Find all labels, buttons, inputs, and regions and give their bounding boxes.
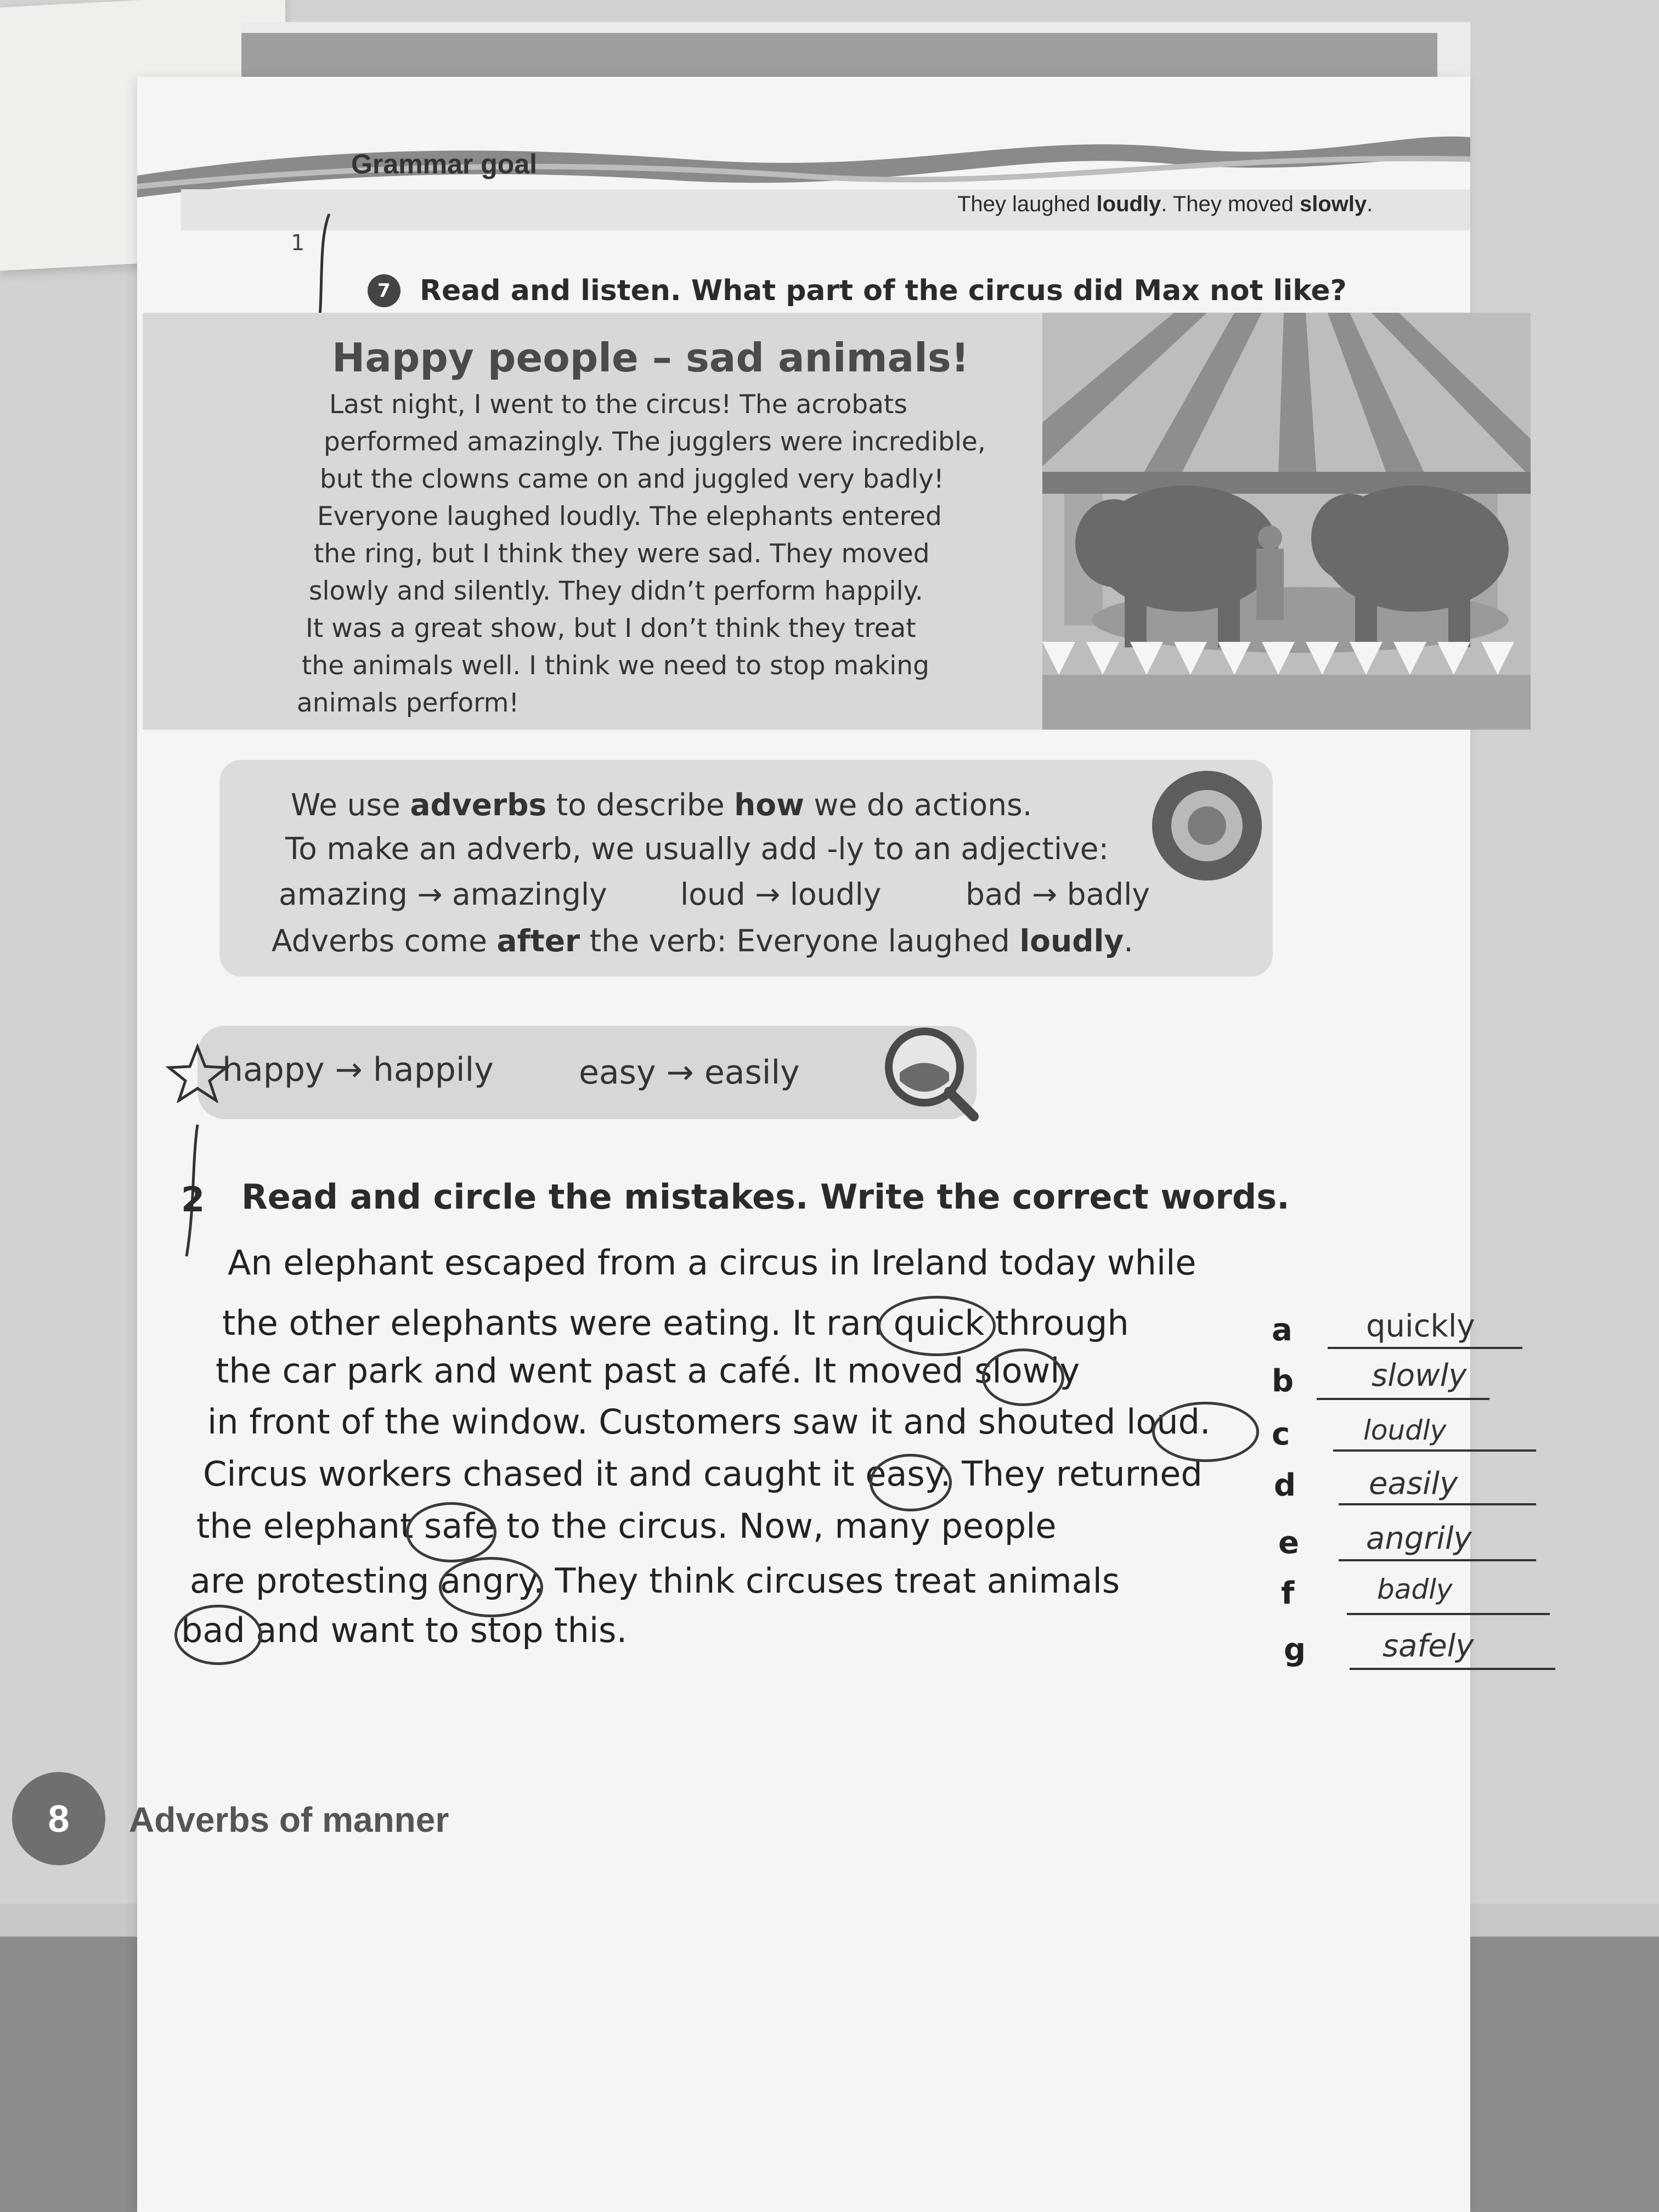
rule-line-2: To make an adverb, we usually add -ly to an adjective: — [285, 831, 1109, 866]
rule-line-1 — [291, 787, 1032, 822]
rule-bold: loudly — [1019, 923, 1124, 958]
exercise-line: bad and want to stop this. — [181, 1610, 628, 1650]
mistake-circle — [174, 1605, 262, 1665]
answer-text: easily — [1369, 1466, 1458, 1502]
exercise-line: the car park and went past a café. It moved slowly — [216, 1351, 1080, 1391]
rule-line-4 — [272, 923, 1133, 958]
audio-track-icon: 7 — [368, 274, 400, 307]
activity2-number: 2 — [181, 1180, 205, 1220]
answer-line — [1339, 1503, 1536, 1505]
story-line: Everyone laughed loudly. The elephants entered — [317, 501, 942, 532]
goal-example-text: . They moved — [1161, 192, 1300, 216]
story-line: slowly and silently. They didn’t perform happily. — [309, 576, 923, 606]
answer-letter: e — [1278, 1525, 1299, 1561]
rule-text: the verb: Everyone laughed — [580, 923, 1020, 958]
goal-example-bold: loudly — [1096, 192, 1161, 216]
magnifier-icon — [878, 1020, 982, 1125]
story-line: It was a great show, but I don’t think they treat — [306, 613, 916, 644]
rule-pair-1: amazing → amazingly — [279, 877, 607, 912]
answer-letter: d — [1274, 1468, 1296, 1503]
rule-bold: how — [734, 787, 804, 822]
mistake-circle — [406, 1502, 496, 1562]
answer-line — [1317, 1398, 1489, 1400]
mistake-circle — [870, 1454, 952, 1511]
answer-line — [1339, 1559, 1536, 1561]
page-number: 8 — [12, 1772, 105, 1865]
grammar-goal-label: Grammar goal — [351, 149, 538, 179]
story-line: animals perform! — [297, 688, 520, 718]
rule-text: . — [1124, 923, 1133, 958]
unit-title: Adverbs of manner — [129, 1800, 449, 1839]
star-icon — [165, 1042, 230, 1103]
answer-text: quickly — [1366, 1308, 1475, 1344]
target-icon — [1147, 765, 1267, 886]
goal-example-bold: slowly — [1300, 192, 1367, 216]
answer-letter: f — [1281, 1576, 1295, 1611]
answer-text: badly — [1377, 1573, 1453, 1605]
exercise-line: in front of the window. Customers saw it and shouted loud. — [207, 1402, 1211, 1442]
answer-line — [1333, 1449, 1536, 1452]
rule-pair-3: bad → badly — [966, 877, 1150, 912]
rule-bold: after — [496, 923, 580, 958]
spelling-pair-2: easy → easily — [579, 1053, 800, 1092]
activity2-instruction: Read and circle the mistakes. Write the correct words. — [241, 1177, 1290, 1217]
story-line: the ring, but I think they were sad. They moved — [314, 539, 930, 569]
answer-letter: g — [1284, 1632, 1306, 1668]
answer-text: slowly — [1372, 1358, 1467, 1393]
answer-line — [1347, 1613, 1550, 1615]
rule-text: we do actions. — [804, 787, 1032, 822]
story-title: Happy people – sad animals! — [332, 335, 969, 381]
rule-pair-2: loud → loudly — [680, 877, 882, 912]
story-line: performed amazingly. The jugglers were incredible, — [324, 427, 986, 457]
mistake-circle — [982, 1348, 1064, 1406]
circus-elephants-illustration — [1042, 313, 1531, 730]
answer-letter: a — [1272, 1312, 1293, 1348]
activity-number: 1 — [291, 230, 305, 256]
rule-bold: adverbs — [410, 787, 547, 822]
mistake-circle — [878, 1296, 996, 1356]
answer-letter: b — [1272, 1363, 1294, 1399]
mistake-circle — [1152, 1402, 1259, 1462]
spelling-pair-1: happy → happily — [222, 1051, 494, 1089]
story-line: but the clowns came on and juggled very badly! — [320, 464, 944, 494]
rule-text: Adverbs come — [272, 923, 497, 958]
exercise-line: Circus workers chased it and caught it easy. They returned — [203, 1454, 1203, 1494]
answer-line — [1350, 1668, 1555, 1670]
answer-text: angrily — [1366, 1521, 1472, 1556]
exercise-line: An elephant escaped from a circus in Ireland today while — [228, 1243, 1197, 1283]
story-line: Last night, I went to the circus! The acrobats — [329, 390, 907, 420]
activity1-instruction: Read and listen. What part of the circus did Max not like? — [420, 274, 1347, 307]
grammar-goal-example — [957, 192, 1373, 217]
exercise-line: the other elephants were eating. It ran quick through — [222, 1303, 1129, 1343]
mistake-circle — [439, 1557, 543, 1617]
answer-line — [1328, 1347, 1522, 1349]
answer-text: safely — [1383, 1628, 1474, 1664]
exercise-line: are protesting angry. They think circuses treat animals — [190, 1561, 1120, 1601]
story-line: the animals well. I think we need to stop making — [302, 651, 929, 681]
back-sheet-band — [241, 33, 1437, 82]
exercise-line: the elephant safe to the circus. Now, many people — [196, 1506, 1057, 1546]
goal-example-text: . — [1367, 192, 1373, 216]
goal-example-text: They laughed — [957, 192, 1097, 216]
rule-text: We use — [291, 787, 410, 822]
rule-text: to describe — [546, 787, 735, 822]
answer-letter: c — [1272, 1417, 1290, 1452]
answer-text: loudly — [1363, 1414, 1447, 1446]
